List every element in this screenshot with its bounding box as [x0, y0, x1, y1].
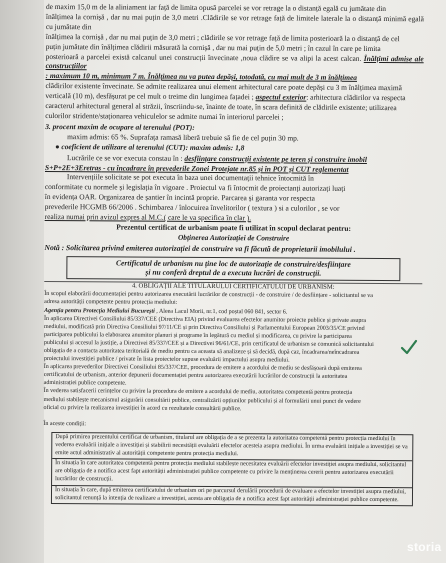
table-row: După primirea prezentului certificat de urbanism, titularul are obligația de a se prezenta la autoritatea competentă pentru protecția mediului în vederea evaluării inițiale a investiției și stabilirii necesității evaluării efectelor acesteia asupra mediului. În urma evaluării inițiale a investiției se va emite actul administrativ al autorității competente pentru protecția mediului.	[52, 433, 412, 462]
boxed-line: și nu conferă dreptul de a executa lucrări de construcții.	[145, 267, 322, 279]
small-line: obligația de a contacta autoritatea teritorială de mediu pentru ca aceasta să analizeze și să decidă, după caz, încadrarea/neîncadrarea	[43, 347, 360, 356]
text-line: posterioară a parcelei există calcanul unei construcții învecinate ,noua clădire se va alipi la acest calcan. Înălțimi admise ale construcțiilor	[45, 51, 424, 71]
text-line: de maxim 15,0 m de la aliniament iar față de limita opusă parcelei se vor retrage la o distanță egală cu jumătate din	[45, 2, 387, 14]
pot-heading: 3. procent maxim de ocupare al terenului (POT):	[45, 121, 195, 132]
obligations-table	[51, 432, 413, 507]
section-4-heading: 4. OBLIGAȚII ALE TITULARULUI CERTIFICATULUI DE URBANISM:	[44, 281, 422, 293]
small-line: publicului și accesul la justiție, a Directivei 85/337/CEE și a Directivei 96/61/CE, prin certificatul de urbanism se comunică solicitantului	[43, 339, 374, 348]
text-line: prevederile HCGMB 66/2006 . Schimbarea / înlocuirea învelitorilor ( textura ) si a culorilor , se vor	[44, 202, 340, 213]
table-row: În situația în care autoritatea competentă pentru protecția mediului stabilește necesitatea evaluării efectelor investiției asupra mediului, solicitantul are obligația de a notifica acest fapt autorității administrației publice competente cu privire la menținerea cererii pentru autorizarea executării lucrărilor de construcții.	[52, 459, 412, 488]
text-line: : maximum 10 m, minimum 7 m. Înălțimea nu va putea depăși, totodată, cu mai mult de 3 m înălțimea	[45, 71, 358, 83]
lucrarile-line: Lucrările ce se vor executa constau în : desființare construcții existente pe teren și construire imobil	[67, 152, 367, 164]
small-line: În aceste condiții:	[43, 420, 87, 428]
text-line: realiza numai prin avizul expres al M.C.( care le va specifica în clar ).	[44, 212, 252, 223]
small-line: oficial cu privire la realizarea investiției în acord cu rezultatele consultării publice.	[43, 404, 242, 412]
storia-watermark: storia	[407, 540, 442, 554]
small-line: În vederea satisfacerii cerințelor cu privire la procedura de emitere a acordului de mediu, autoritatea competentă pentru protecția	[43, 388, 353, 397]
text-line: puțin jumătate din înălțimea clădirii măsurată la cornișă , dar nu mai puțin de 5,0 metri ; în cazul în care pe limita	[45, 41, 381, 53]
agentia-line: Agenția pentru Protecția Mediului București , Aleea Lacul Morii, nr.1, cod poștal 060 841, sector 6.	[44, 307, 288, 316]
small-line: În scopul elaborării documentației pentru autorizarea executării lucrărilor de construcții - de construire / de desființare - solicitantul se va	[44, 291, 373, 300]
table-row: În situația în care, după emiterea certificatului de urbanism ori pe parcursul derulării procedurii de evaluare a efectelor investiției asupra mediului, solicitantul renunță la intenția de realizare a investiției, acesta are obligația de a notifica acest fapt autorității administrației publice competente.	[54, 486, 406, 503]
text-line: clădirilor existente învecinate. Se admite realizarea unui element arhitectural care poate depăși cu 3 m înălțimea maximă	[45, 81, 402, 93]
small-line: proiectului investiției publice / private în lista proiectelor supuse evaluării impactului asupra mediului.	[43, 356, 290, 364]
small-line: certificatului de urbanism, anterior depunerii documentației pentru autorizarea executării lucrărilor de construcții la autoritatea	[43, 372, 348, 381]
text-line: înălțimea la cornișă , dar nu mai puțin de 3,0 metri ; clădirile se vor retrage față de limita posterioară la o distanță de cel	[45, 31, 400, 43]
boxed-notice	[66, 256, 400, 281]
small-line: adresa autorității competente pentru protecția mediului:	[44, 299, 178, 307]
small-line: În aplicarea prevederilor Directivei Consiliului 85/337/CEE, procedura de emitere a acordului de mediu se desfășoară după emiterea	[43, 364, 362, 373]
text-line: verticală (10 m), desfășurat pe cel mult o treime din lungimea fațadei ; aspectul exterior: arhitectura clădirilor va respecta	[45, 91, 406, 103]
pot-line: maxim admis: 65 %. Suprafața ramasă liberă trebuie să fie de cel puțin 30 mp.	[67, 131, 299, 143]
text-line: înălțimea la cornișă , dar nu mai puțin de 3,0 metri .Clădirile se vor retrage față de limitele laterale la o distanță minimă egală cu jumătate din	[45, 11, 424, 32]
small-line: În aplicarea Directivei Consiliului 85/337/CEE (Directiva EIA) privind evaluarea efectelor anumitor proiecte publice și private asupra	[44, 315, 367, 324]
small-line: mediului stabilește mecanismul asigurării consultării publice, centralizării opțiunilor publicului și al formulării unui punct de vedere	[43, 396, 361, 405]
aspect-label: aspectul exterior	[255, 92, 307, 102]
text-line: caracterul arhitectural general al străzii, înscriindu-se, înainte de toate, în scara definită de clădirile existente; utilizarea	[45, 101, 397, 113]
boxed-line: Certificatul de urbanism nu ține loc de autorizație de construire/desființare	[115, 258, 351, 269]
document-content	[43, 2, 424, 507]
lucrarile-line-2: S+P+2E+3Eretras - cu încadrare în prevederile Zonei Protejate nr.85 și în POT și CUT reglementat	[44, 162, 349, 174]
small-line: participarea publicului la elaborarea anumitor planuri și programe în legătură cu mediul și modificarea, cu privire la participarea	[43, 331, 352, 340]
small-line: administrației publice competente.	[43, 380, 127, 387]
text-line: Intervențiile solicitate se pot executa în baza unei documentații tehnice întocmită în	[66, 172, 314, 184]
green-check-icon	[400, 338, 418, 356]
inaltimi-label: Înălțimi admise ale construcțiilor	[45, 53, 424, 71]
page-shadow	[0, 0, 44, 563]
small-line: mediului, modificată prin Directiva Consiliului 97/11/CE și prin Directiva Consiliului și Parlamentului European 2003/35/CE privind	[43, 323, 365, 332]
text-line: în evidența OAR. Organizarea de șantier în incintă proprie. Parcarea și garanta vor respecta	[44, 192, 315, 203]
text-line: culorilor stridente/staționarea vehiculelor se admite numai în interiorul parcelei ;	[45, 110, 284, 122]
obtinerea-line: Obținerea Autorizației de Construire	[177, 232, 290, 243]
nota-line: Notă : Solicitarea privind emiterea autorizației de construire va fi făcută de proprietarii imobilului .	[44, 242, 356, 254]
cut-heading: ● coeficient de utilizare al terenului (CUT): maxim admis: 1,8	[55, 141, 245, 152]
prezentul-line: Prezentul certificat de urbanism poate fi utilizat în scopul declarat pentru:	[116, 222, 351, 233]
text-line: conformitate cu normele și legislația în vigoare . Proiectul va fi întocmit de proiectanți autorizați luați	[44, 182, 346, 194]
